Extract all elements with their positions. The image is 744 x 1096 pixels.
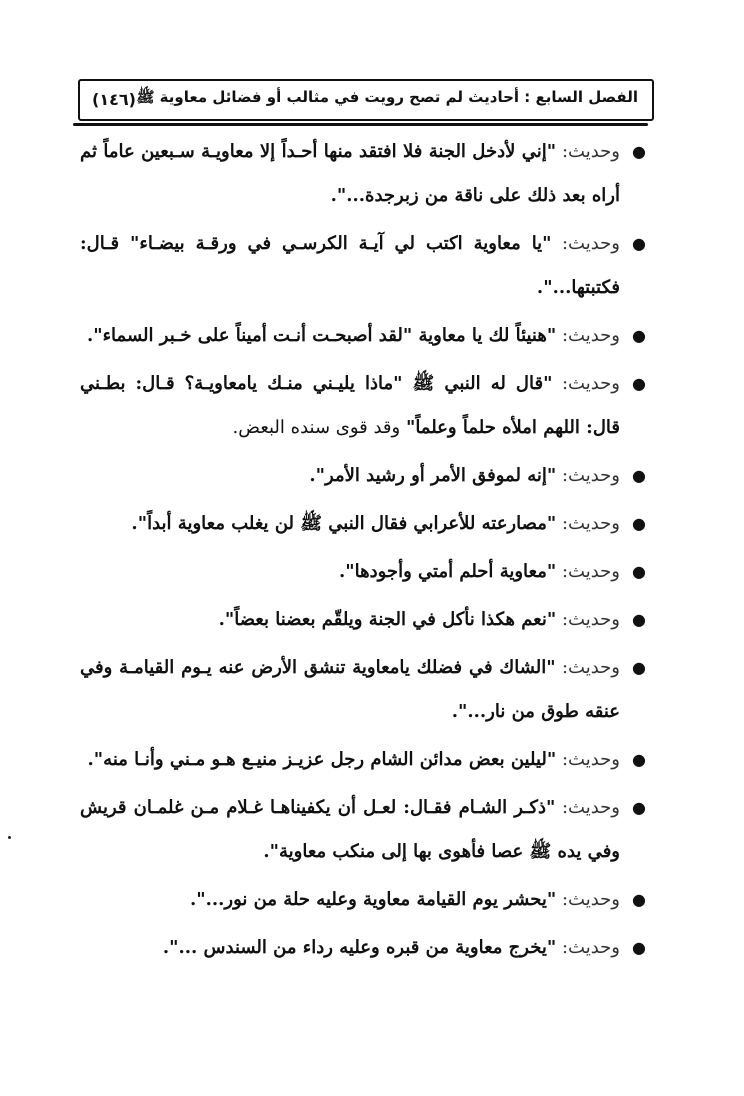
item-quote: "يحشر يوم القيامة معاوية وعليه حلة من نور...". [189,889,557,910]
bullet-icon: ● [632,142,646,161]
item-quote: "ليلين بعض مدائن الشام رجل عزيـز منيـع هـو مـني وأنـا منه". [87,749,557,770]
bullet-icon: ● [632,798,646,817]
item-note: وقد قوى سنده البعض. [232,417,406,438]
list-item [80,786,648,874]
list-item [80,222,648,310]
item-lead: وحديث: [556,749,620,770]
item-lead: وحديث: [552,373,620,394]
item-lead: وحديث: [556,889,620,910]
item-lead: وحديث: [556,937,620,958]
item-lead: وحديث: [555,657,620,678]
item-lead: وحديث: [555,797,620,818]
page-number: (١٤٦) [92,90,136,109]
bullet-icon: ● [632,750,646,769]
list-item [80,926,648,970]
item-quote: "نعم هكذا نأكل في الجنة ويلقّم بعضنا بعضاً". [218,609,557,630]
list-item [80,598,648,642]
bullet-icon: ● [632,514,646,533]
list-item [80,738,648,782]
item-quote: "قال له النبي ﷺ "ماذا يليـني منـك يامعاويـة؟ قـال: بطـني قال: اللهم املأه حلماً وعلماً" [80,373,620,438]
bullet-icon: ● [632,466,646,485]
bullet-icon: ● [632,610,646,629]
list-item [80,550,648,594]
item-quote: "مصارعته للأعرابي فقال النبي ﷺ لن يغلب معاوية أبداً". [131,513,557,534]
item-quote: "يخرج معاوية من قبره وعليه رداء من السندس ...". [162,937,557,958]
chapter-title: الفصل السابع : أحاديث لم تصح رويت في مثالب أو فضائل معاوية ﷺ [136,88,638,106]
scan-speck [8,836,11,839]
item-quote: "معاوية أحلم أمتي وأجودها". [339,561,557,582]
bullet-icon: ● [632,938,646,957]
item-quote: "ذكـر الشـام فقـال: لعـل أن يكفيناهـا غـلام مـن غلمـان قريش وفي يده ﷺ عصا فأهوى بها إلى منكب معاوية". [80,797,620,862]
hadith-list [80,130,648,974]
list-item [80,454,648,498]
list-item [80,646,648,734]
item-lead: وحديث: [556,465,620,486]
item-lead: وحديث: [556,325,620,346]
bullet-icon: ● [632,562,646,581]
list-item [80,878,648,922]
item-lead: وحديث: [556,141,620,162]
running-header [78,79,654,121]
item-lead: وحديث: [556,561,620,582]
list-item [80,362,648,450]
bullet-icon: ● [632,374,646,393]
bullet-icon: ● [632,234,646,253]
item-quote: "إنه لموفق الأمر أو رشيد الأمر". [309,465,557,486]
list-item [80,314,648,358]
item-lead: وحديث: [556,609,620,630]
bullet-icon: ● [632,326,646,345]
item-lead: وحديث: [556,513,620,534]
bullet-icon: ● [632,890,646,909]
item-lead: وحديث: [551,233,620,254]
item-quote: "هنيئاً لك يا معاوية "لقد أصبحـت أنـت أميناً على خـبر السماء". [86,325,557,346]
list-item [80,130,648,218]
item-quote: "يا معاوية اكتب لي آيـة الكرسـي في ورقـة بيضـاء" قـال: فكتبتها...". [80,233,620,298]
item-quote: "الشاك في فضلك يامعاوية تنشق الأرض عنه يـوم القيامـة وفي عنقه طوق من نار...". [80,657,620,722]
item-quote: "إني لأدخل الجنة فلا افتقد منها أحـداً إلا معاويـة سـبعين عاماً ثم أراه بعد ذلك على ناقة من زبرجدة...". [80,141,620,206]
list-item [80,502,648,546]
bullet-icon: ● [632,658,646,677]
